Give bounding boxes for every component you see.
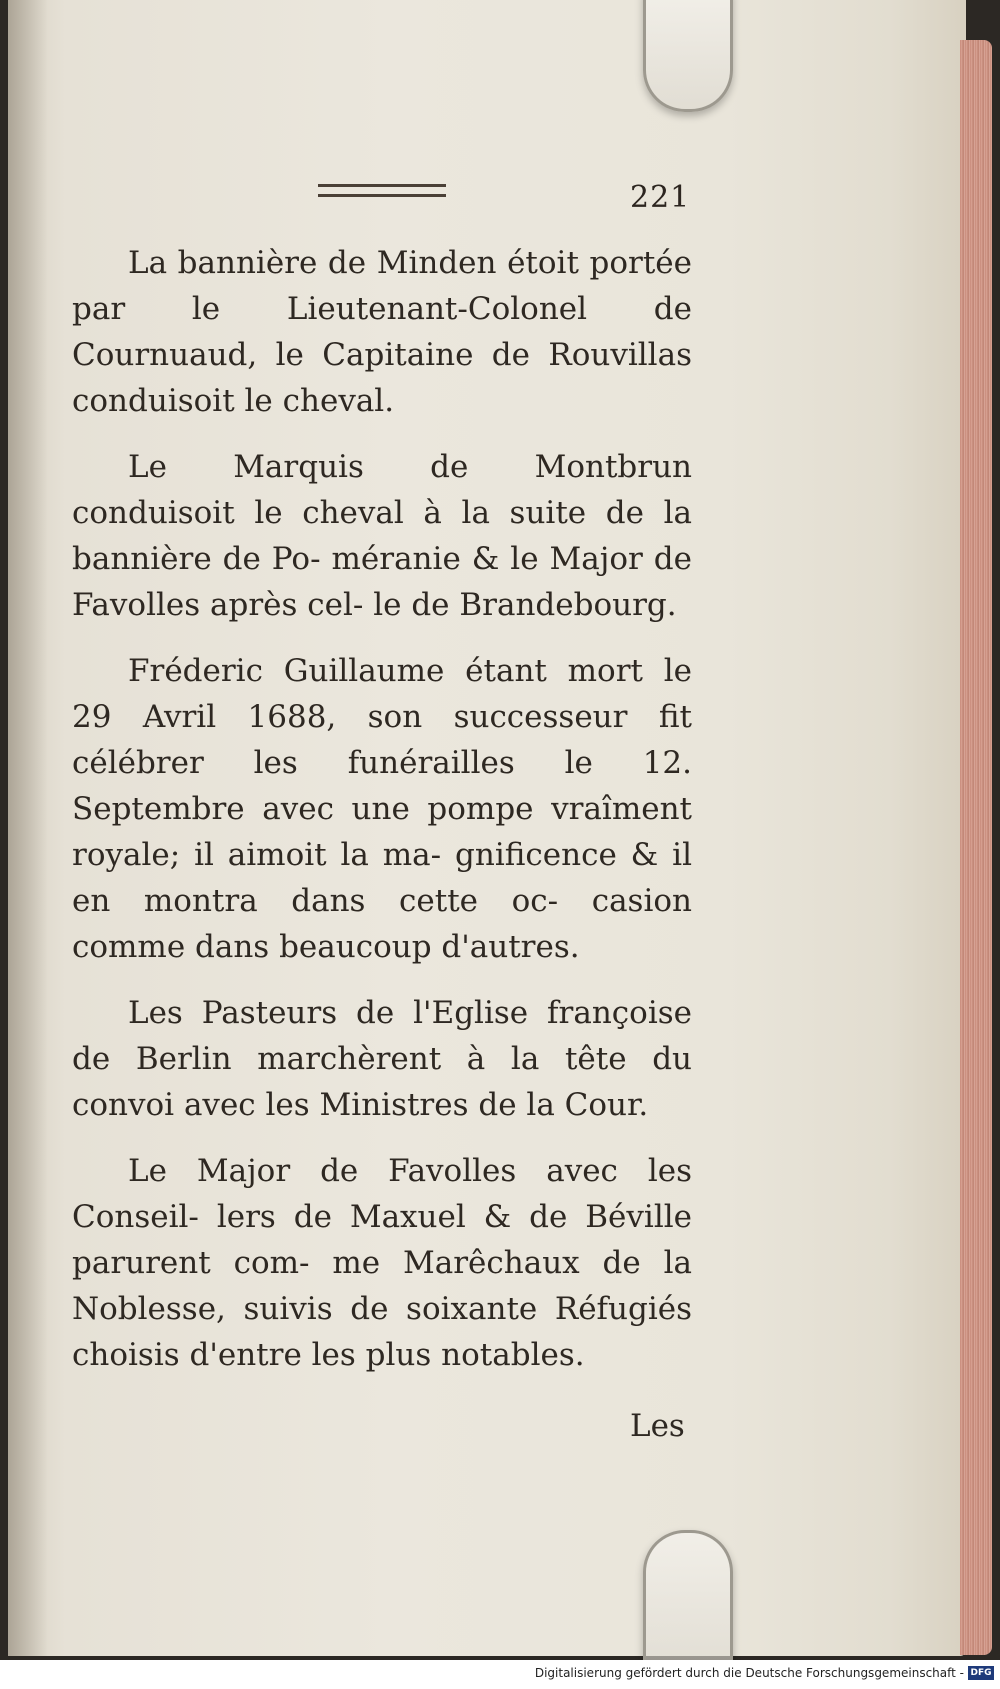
line: notables.	[441, 1337, 585, 1373]
gutter-shadow	[8, 0, 48, 1656]
line: par le Lieutenant-Colonel de Cournuaud,	[72, 291, 692, 373]
line: cheval.	[282, 383, 395, 419]
line: Berlin marchèrent à la tête du convoi	[72, 1041, 692, 1123]
line: le de Brandebourg.	[373, 587, 677, 623]
dfg-logo-icon: DFG	[968, 1666, 994, 1680]
page-edges	[960, 40, 992, 1655]
line: funérailles le 12. Septembre avec une	[72, 745, 692, 827]
line: le Capitaine de Rouvillas conduisoit le	[72, 337, 692, 419]
line: Les Pasteurs de l'Eglise françoise de	[72, 995, 692, 1077]
paragraph	[72, 1148, 692, 1378]
paragraph	[72, 648, 692, 970]
line: me Marêchaux de la Noblesse, suivis de	[72, 1245, 692, 1327]
line: le cheval à la suite de la bannière de Po-	[72, 495, 692, 577]
catchword: Les	[630, 1408, 685, 1444]
line: Fréderic Guillaume étant mort le 29	[72, 653, 692, 735]
line: casion comme dans beaucoup d'autres.	[72, 883, 692, 965]
line: lers de Maxuel & de Béville parurent com-	[72, 1199, 692, 1281]
line: pompe vraîment royale; il aimoit la ma-	[72, 791, 693, 873]
line: La bannière de Minden étoit portée	[128, 245, 692, 281]
paragraph	[72, 444, 692, 628]
line: méranie & le Major de Favolles après cel-	[72, 541, 692, 623]
line: soixante Réfugiés choisis d'entre les plus	[72, 1291, 693, 1373]
page-clip-top	[643, 0, 733, 112]
line: Le Marquis de Montbrun conduisoit	[72, 449, 692, 531]
funding-credit: Digitalisierung gefördert durch die Deutsche Forschungsgemeinschaft -	[534, 1666, 964, 1680]
page-number: 221	[630, 180, 691, 215]
body-text	[72, 240, 692, 1398]
line: gnificence & il en montra dans cette oc-	[72, 837, 692, 919]
line: Avril 1688, son successeur fit célébrer les	[72, 699, 692, 781]
digitization-footer	[0, 1660, 1000, 1689]
paragraph	[72, 990, 692, 1128]
header-rule	[318, 184, 446, 197]
line: avec les Ministres de la Cour.	[183, 1087, 649, 1123]
page-clip-bottom	[643, 1530, 733, 1676]
paragraph	[72, 240, 692, 424]
line: Le Major de Favolles avec les Conseil-	[72, 1153, 692, 1235]
